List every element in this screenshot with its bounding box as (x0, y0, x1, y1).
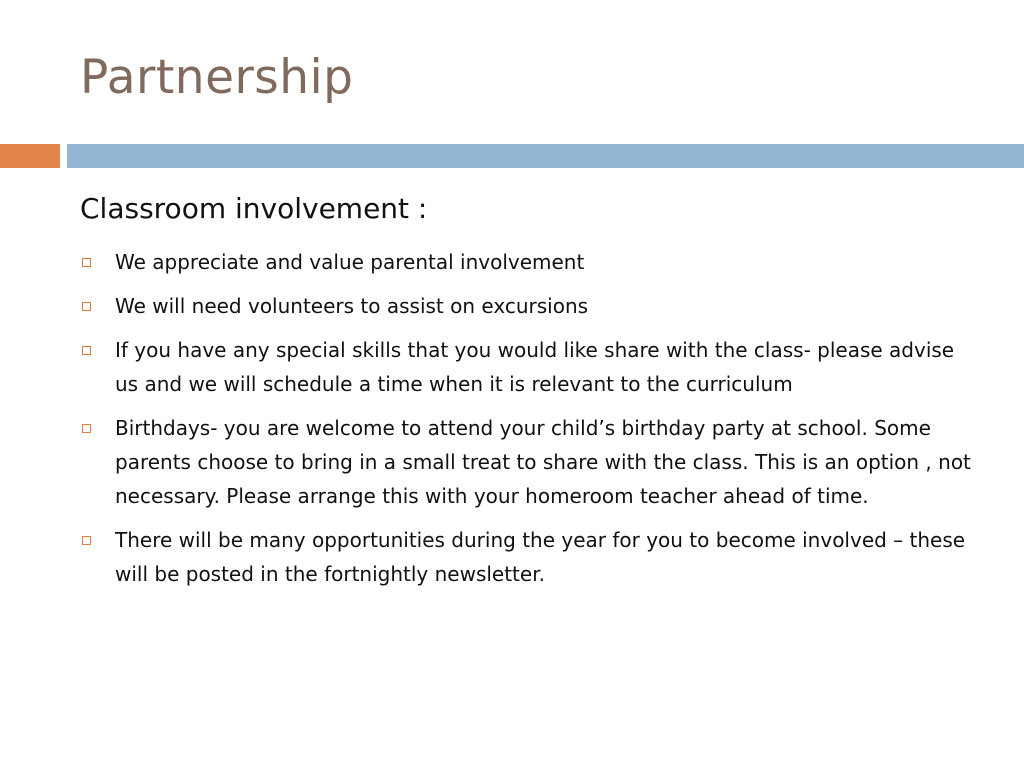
square-bullet-icon (82, 302, 91, 311)
section-heading: Classroom involvement : (80, 192, 428, 225)
slide-title: Partnership (80, 50, 354, 105)
bullet-text: We will need volunteers to assist on excursions (115, 294, 589, 318)
bullet-item (80, 289, 980, 323)
bullet-text: Birthdays- you are welcome to attend your child’s birthday party at school. Some parents choose to bring in a small treat to share with the class. This is an option , not necessary. Please arrange this with your homeroom teacher ahead of time. (115, 416, 971, 508)
bullet-text: There will be many opportunities during the year for you to become involved – these will be posted in the fortnightly newsletter. (115, 528, 966, 586)
bullet-text: We appreciate and value parental involvement (115, 250, 585, 274)
square-bullet-icon (82, 536, 91, 545)
bullet-item (80, 411, 980, 513)
title-accent-orange-bar (0, 144, 60, 168)
square-bullet-icon (82, 346, 91, 355)
bullet-text: If you have any special skills that you would like share with the class- please advise us and we will schedule a time when it is relevant to the curriculum (115, 338, 955, 396)
square-bullet-icon (82, 424, 91, 433)
bullet-item (80, 523, 980, 591)
bullet-list (80, 245, 980, 601)
title-accent-blue-bar (67, 144, 1024, 168)
square-bullet-icon (82, 258, 91, 267)
bullet-item (80, 333, 980, 401)
bullet-item (80, 245, 980, 279)
